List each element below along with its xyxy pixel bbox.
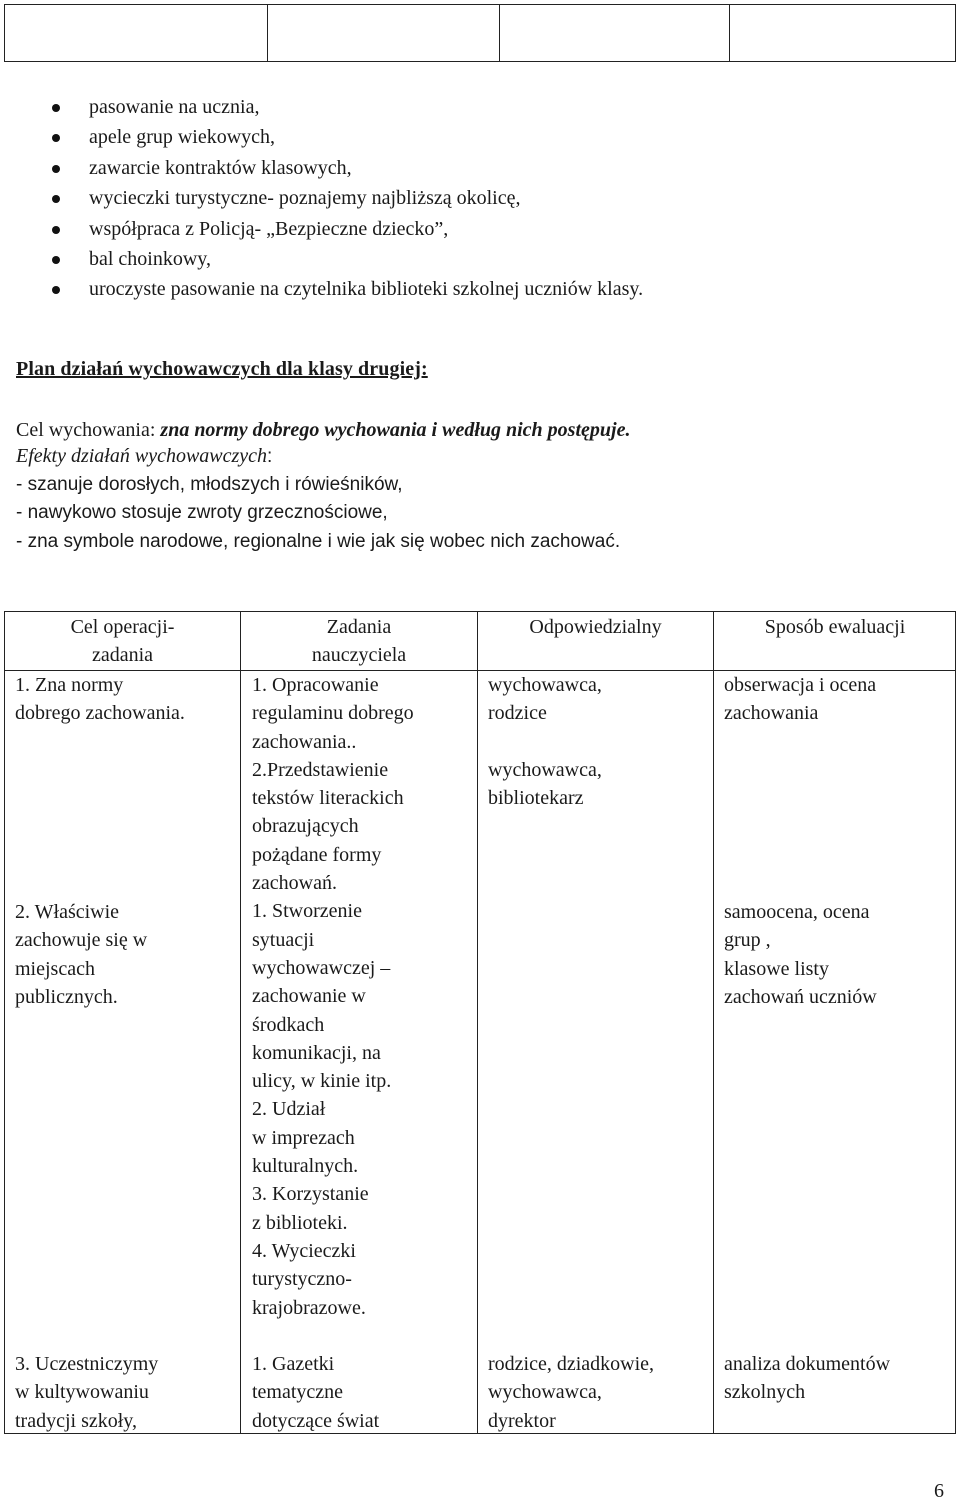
goal-cell-2: 2. Właściwie zachowuje się w miejscach publicznych. bbox=[15, 901, 148, 1008]
goal-label: Cel wychowania: bbox=[16, 419, 161, 441]
evaluation-cell-3: analiza dokumentów szkolnych bbox=[724, 1353, 891, 1404]
header-tasks: Zadania nauczyciela bbox=[311, 616, 407, 666]
bullet-icon bbox=[52, 195, 60, 203]
list-item: apele grup wiekowych, bbox=[52, 122, 643, 152]
table-divider bbox=[499, 5, 500, 61]
header-goal: Cel operacji- zadania bbox=[70, 616, 175, 666]
evaluation-cell-2: samoocena, ocena grup , klasowe listy zachowań uczniów bbox=[724, 901, 877, 1008]
goal-cell-3: 3. Uczestniczymy w kultywowaniu tradycji szkoły, bbox=[15, 1353, 159, 1432]
previous-table-fragment bbox=[4, 4, 956, 62]
table-divider bbox=[477, 612, 478, 1433]
effects-heading: Efekty działań wychowawczych bbox=[16, 445, 268, 467]
goal-value: zna normy dobrego wychowania i według nich postępuje. bbox=[160, 419, 631, 441]
section-heading: Plan działań wychowawczych dla klasy drugiej: bbox=[16, 358, 428, 380]
table-divider bbox=[713, 612, 714, 1433]
bullet-icon bbox=[52, 256, 60, 264]
list-item: bal choinkowy, bbox=[52, 244, 643, 274]
tasks-cell-1: 1. Opracowanie regulaminu dobrego zachowania.. 2.Przedstawienie tekstów literackich obrazujących pożądane formy zachowań. 1. Stworzenie sytuacji wychowawczej – zachowanie w środkach komunikacji, na ulicy, w kinie itp. 2. Udział w imprezach kulturalnych. 3. Korzystanie z biblioteki. 4. Wycieczki turystyczno- krajobrazowe. bbox=[252, 674, 414, 1319]
goal-cell-1: 1. Zna normy dobrego zachowania. bbox=[15, 674, 185, 725]
effect-item: - nawykowo stosuje zwroty grzecznościowe, bbox=[16, 502, 388, 523]
effects-block: Efekty działań wychowawczych: - szanuje dorosłych, młodszych i rówieśników, - nawykowo stosuje zwroty grzecznościowe, - zna symbole narodowe, regionalne i wie jak się wobec nich zachować. bbox=[16, 442, 620, 556]
header-responsible: Odpowiedzialny bbox=[529, 616, 662, 638]
list-item: zawarcie kontraktów klasowych, bbox=[52, 153, 643, 183]
list-item: uroczyste pasowanie na czytelnika biblioteki szkolnej uczniów klasy. bbox=[52, 274, 643, 304]
evaluation-cell-1: obserwacja i ocena zachowania bbox=[724, 674, 877, 725]
list-item: pasowanie na ucznia, bbox=[52, 92, 643, 122]
educational-goal bbox=[16, 416, 630, 444]
bullet-icon bbox=[52, 165, 60, 173]
activities-list bbox=[52, 92, 643, 305]
responsible-cell-2: wychowawca, bibliotekarz bbox=[488, 759, 602, 810]
page-number: 6 bbox=[934, 1480, 944, 1502]
header-evaluation: Sposób ewaluacji bbox=[764, 616, 906, 638]
effect-item: - zna symbole narodowe, regionalne i wie jak się wobec nich zachować. bbox=[16, 530, 621, 552]
bullet-icon bbox=[52, 286, 60, 294]
responsible-cell-3: rodzice, dziadkowie, wychowawca, dyrektor bbox=[488, 1353, 655, 1432]
effect-item: - szanuje dorosłych, młodszych i rówieśników, bbox=[16, 473, 403, 495]
responsible-cell-1: wychowawca, rodzice bbox=[488, 674, 602, 725]
bullet-icon bbox=[52, 104, 60, 112]
bullet-icon bbox=[52, 134, 60, 142]
list-item: współpraca z Policją- „Bezpieczne dziecko”, bbox=[52, 214, 643, 244]
list-item: wycieczki turystyczne- poznajemy najbliższą okolicę, bbox=[52, 183, 643, 213]
plan-table bbox=[4, 611, 956, 1434]
tasks-cell-2: 1. Gazetki tematyczne dotyczące świat bbox=[252, 1353, 380, 1432]
table-divider bbox=[240, 612, 241, 1433]
table-divider bbox=[267, 5, 268, 61]
bullet-icon bbox=[52, 226, 60, 234]
table-divider bbox=[729, 5, 730, 61]
